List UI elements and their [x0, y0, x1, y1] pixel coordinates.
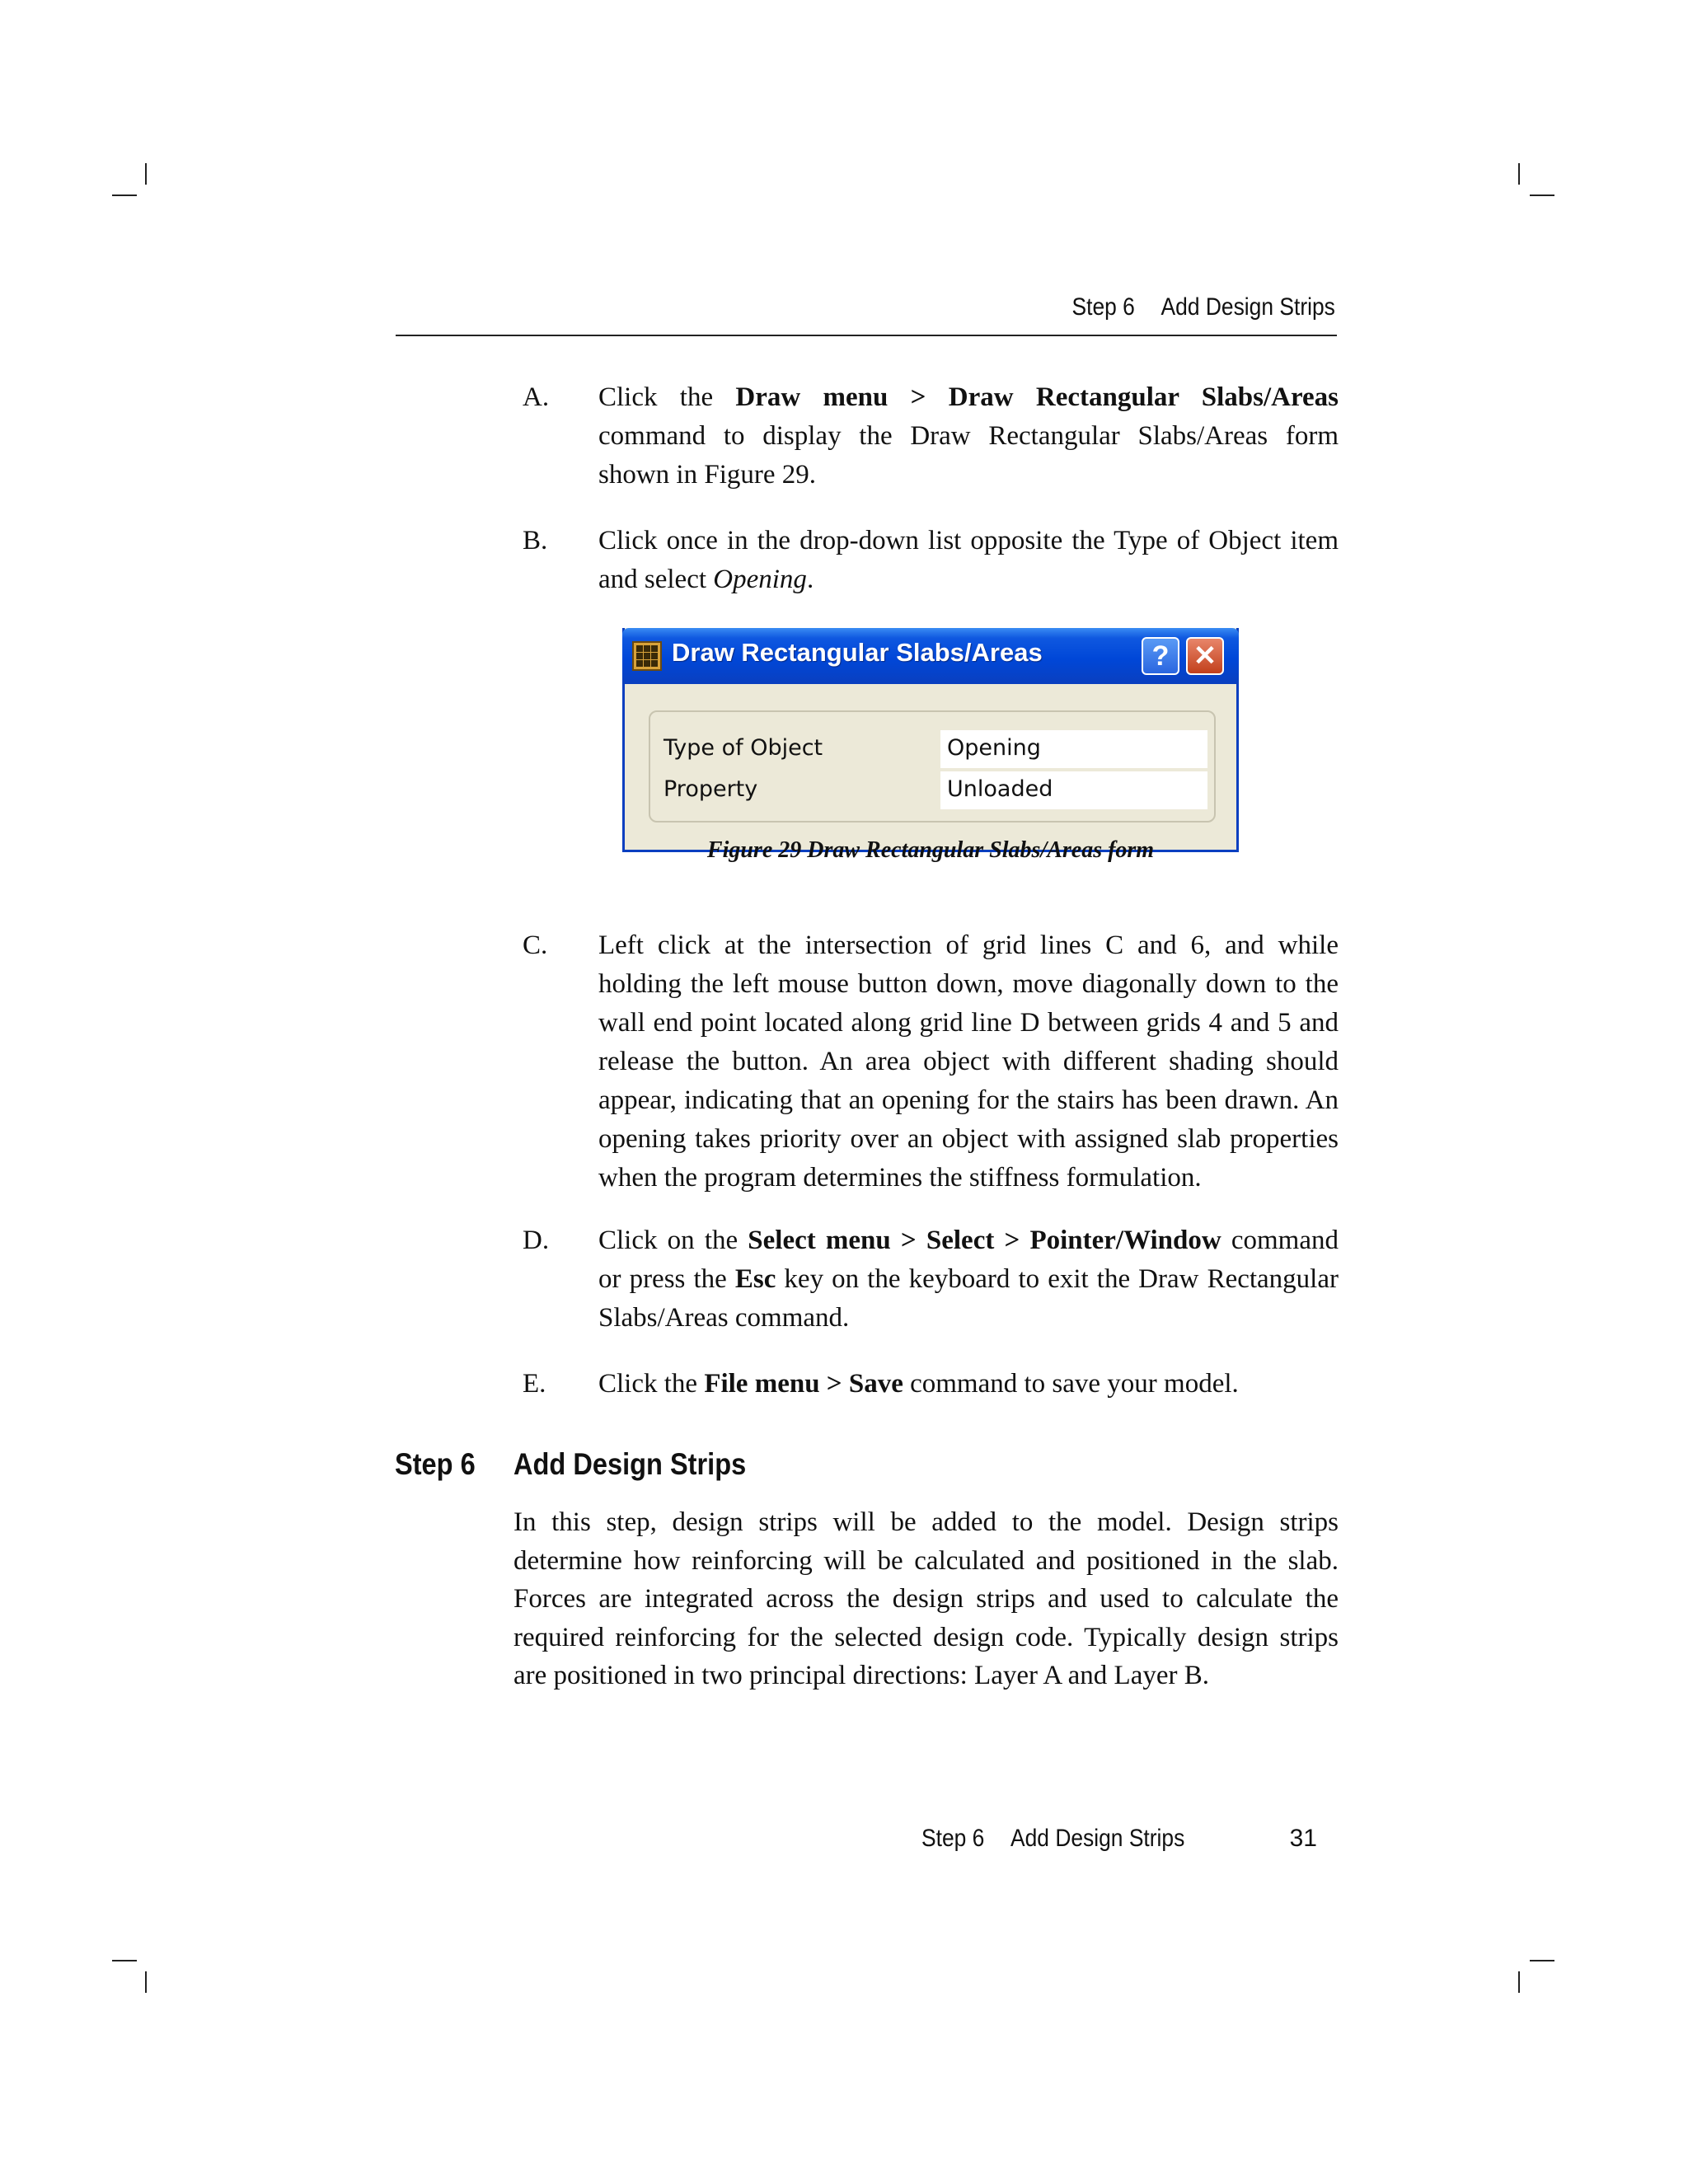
- section-title: Add Design Strips: [513, 1447, 747, 1481]
- item-body: [598, 1365, 1339, 1404]
- type-of-object-dropdown[interactable]: Opening: [940, 730, 1207, 768]
- item-letter: A.: [523, 382, 550, 412]
- item-letter: C.: [523, 930, 548, 960]
- running-footer: [921, 1825, 1317, 1861]
- running-header-text: [1072, 293, 1335, 321]
- property-dropdown[interactable]: Unloaded: [940, 771, 1207, 809]
- running-footer-title: Add Design Strips: [1010, 1825, 1185, 1852]
- help-button[interactable]: [1142, 637, 1179, 675]
- property-row: [663, 771, 1203, 809]
- text-run: command to save your model.: [903, 1369, 1239, 1399]
- crop-mark: [1530, 194, 1554, 196]
- type-of-object-row: [663, 730, 1203, 768]
- help-icon: ?: [1151, 640, 1170, 672]
- dialog-titlebar[interactable]: [622, 628, 1239, 684]
- text-run: File menu > Save: [704, 1369, 903, 1399]
- item-body: [598, 522, 1339, 599]
- running-footer-text: [921, 1825, 1184, 1853]
- item-body: [598, 1221, 1339, 1338]
- figure-caption: Figure 29 Draw Rectangular Slabs/Areas form: [706, 837, 1155, 863]
- text-run: command to display the Draw Rectangular Slabs/Areas form shown in Figure 29.: [598, 421, 1339, 490]
- text-run: command or press the: [598, 1226, 1339, 1294]
- close-button[interactable]: [1186, 637, 1224, 675]
- step-item-e: [523, 1365, 1339, 1404]
- running-header-step: Step 6: [1071, 293, 1136, 321]
- close-icon: ✕: [1193, 640, 1217, 672]
- text-run: Click the: [598, 382, 736, 412]
- step-item-a: [523, 378, 1339, 494]
- crop-mark: [112, 194, 137, 196]
- text-run: Left click at the intersection of grid lines C and 6, and while holding the left mouse button down, move diagonally down to the wall end point located along grid line D between grids 4 and 5 and release the button. An area object with different shading should appear, indicating that an opening for the stairs has been drawn. An opening takes priority over an object with assigned slab properties when the program determines the stiffness formulation.: [598, 930, 1339, 1193]
- properties-group: [649, 710, 1216, 823]
- crop-mark: [1530, 1960, 1554, 1961]
- item-body: [598, 378, 1339, 494]
- step-item-b: [523, 522, 1339, 599]
- page-number: 31: [1289, 1825, 1317, 1852]
- running-header: [396, 293, 1337, 336]
- section-step-number: Step 6: [395, 1447, 476, 1481]
- crop-mark: [1518, 163, 1520, 185]
- item-body: [598, 926, 1339, 1197]
- item-letter: B.: [523, 526, 548, 555]
- text-run: Click on the: [598, 1226, 748, 1255]
- section-paragraph: In this step, design strips will be added to the model. Design strips determine how reinforcing will be calculated and positioned in the slab. Forces are integrated across the design strips and used to calculate the required reinforcing for the selected design code. Typically design strips are positioned in two principal directions: Layer A and Layer B.: [513, 1507, 1339, 1690]
- crop-mark: [1518, 1971, 1520, 1993]
- step-item-c: [523, 926, 1339, 1197]
- draw-rectangular-slabs-dialog: [622, 628, 1239, 852]
- app-grid-icon: [632, 641, 662, 671]
- crop-mark: [112, 1960, 137, 1961]
- item-letter: E.: [523, 1369, 546, 1399]
- text-run: Draw menu > Draw Rectangular Slabs/Areas: [735, 382, 1339, 412]
- text-run: Select menu > Select > Pointer/Window: [748, 1226, 1221, 1255]
- running-header-title: Add Design Strips: [1160, 293, 1335, 321]
- step-item-d: [523, 1221, 1339, 1338]
- item-letter: D.: [523, 1226, 550, 1255]
- crop-mark: [145, 163, 147, 185]
- crop-mark: [145, 1971, 147, 1993]
- text-run: Click the: [598, 1369, 705, 1399]
- type-of-object-label: Type of Object: [663, 735, 823, 761]
- text-run: Esc: [734, 1264, 776, 1294]
- text-run: key on the keyboard to exit the Draw Rectangular Slabs/Areas command.: [598, 1264, 1339, 1333]
- text-run: Click once in the drop-down list opposite the Type of Object item and select: [598, 526, 1339, 594]
- running-footer-step: Step 6: [921, 1825, 985, 1852]
- dialog-title: Draw Rectangular Slabs/Areas: [672, 638, 1043, 667]
- text-run: Opening: [713, 565, 807, 594]
- property-label: Property: [663, 776, 758, 802]
- text-run: .: [806, 565, 814, 594]
